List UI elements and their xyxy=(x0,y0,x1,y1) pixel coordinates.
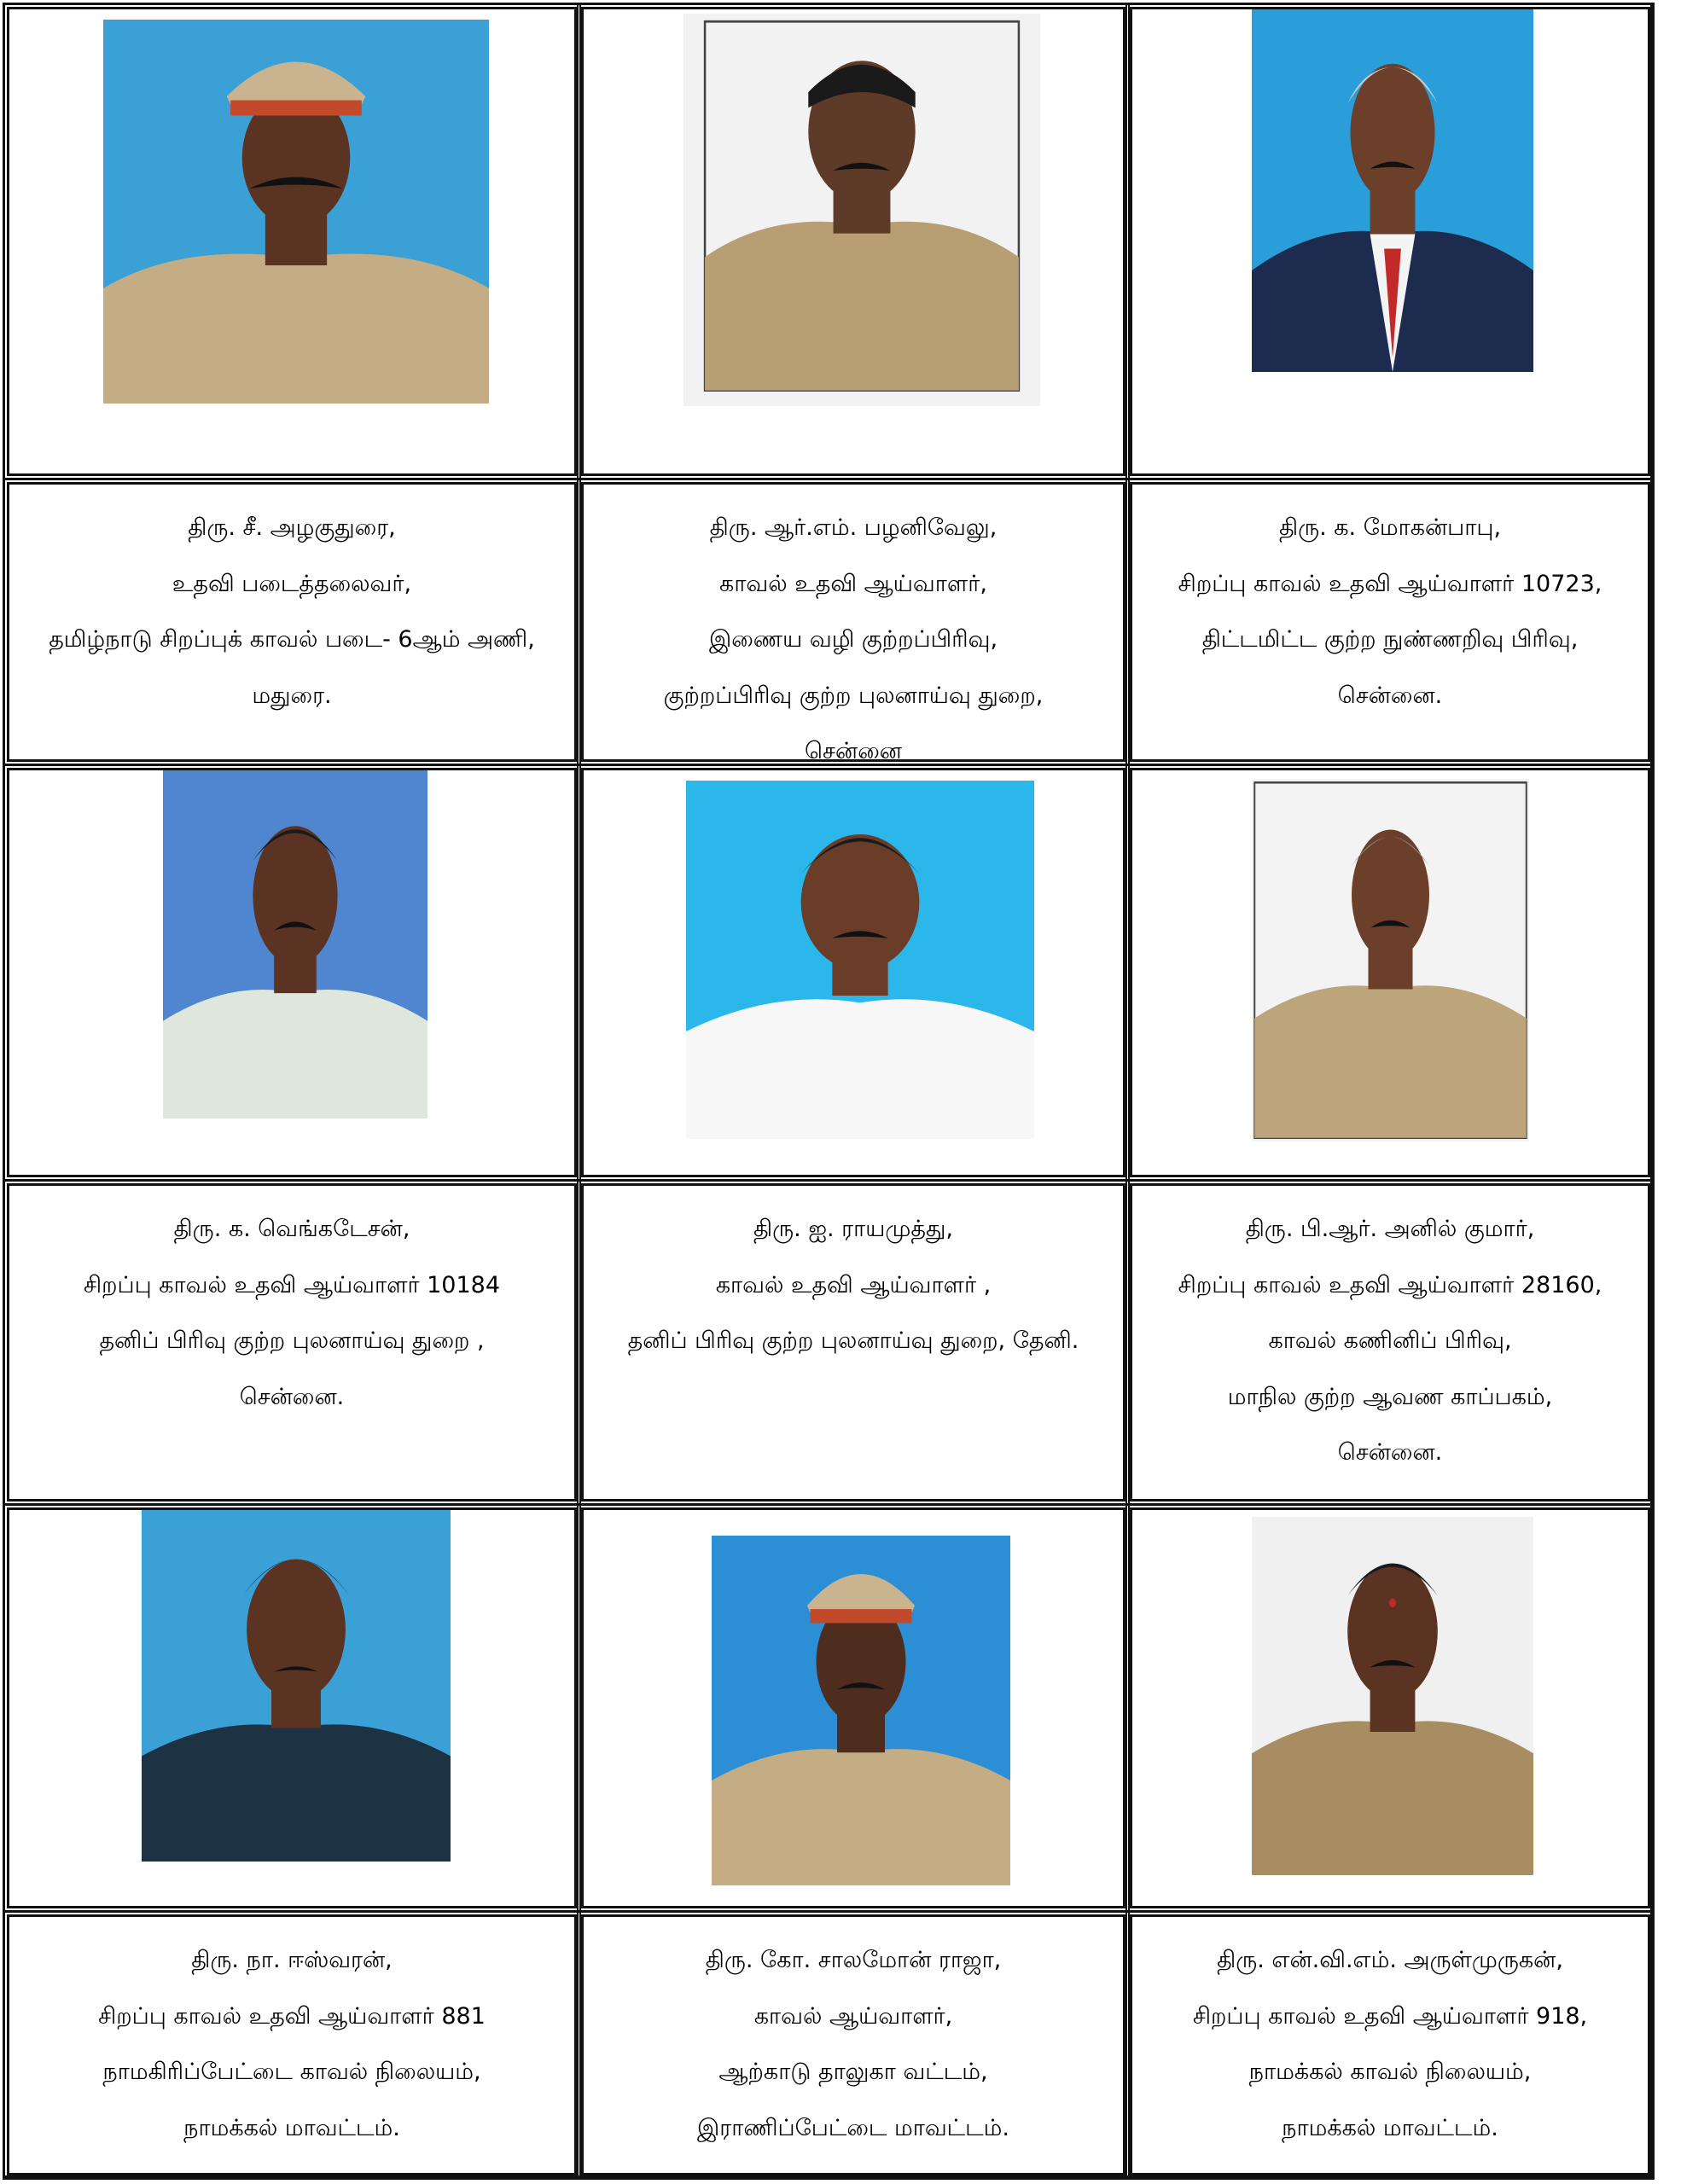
officer-rank: காவல் ஆய்வாளர், xyxy=(753,2002,953,2030)
caption-cell-7 xyxy=(7,1914,577,2175)
officer-unit: தமிழ்நாடு சிறப்புக் காவல் படை- 6ஆம் அணி, xyxy=(49,626,535,653)
officer-photo-4 xyxy=(163,770,428,1118)
officer-photo-8 xyxy=(712,1536,1010,1885)
officer-photo-6 xyxy=(1252,779,1529,1141)
officer-rank: சிறப்பு காவல் உதவி ஆய்வாளர் 10723, xyxy=(1178,570,1602,597)
officer-city: சென்னை xyxy=(805,738,902,764)
photo-cell-6 xyxy=(1130,768,1650,1177)
officer-unit: இணைய வழி குற்றப்பிரிவு, xyxy=(708,626,998,653)
officer-name: திரு. சீ. அழகுதுரை, xyxy=(188,514,396,541)
officer-unit: காவல் கணினிப் பிரிவு, xyxy=(1268,1327,1512,1354)
officer-photo-5 xyxy=(686,781,1034,1139)
officer-photo-7 xyxy=(142,1510,451,1862)
officer-name: திரு. க. மோகன்பாபு, xyxy=(1278,514,1502,541)
photo-cell-5 xyxy=(581,768,1126,1177)
officer-photo-3 xyxy=(1252,9,1533,372)
officer-unit: தனிப் பிரிவு குற்ற புலனாய்வு துறை , xyxy=(99,1327,485,1354)
officer-rank: உதவி படைத்தலைவர், xyxy=(172,570,412,597)
officer-unit: திட்டமிட்ட குற்ற நுண்ணறிவு பிரிவு, xyxy=(1201,626,1579,653)
officer-rank: காவல் உதவி ஆய்வாளர், xyxy=(719,570,987,597)
officer-unit: ஆற்காடு தாலுகா வட்டம், xyxy=(718,2059,988,2085)
officer-district: நாமக்கல் மாவட்டம். xyxy=(183,2114,400,2141)
officer-name: திரு. கோ. சாலமோன் ராஜா, xyxy=(705,1947,1002,1973)
caption-cell-6 xyxy=(1130,1183,1650,1502)
officer-name: திரு. நா. ஈஸ்வரன், xyxy=(191,1947,393,1973)
photo-cell-1 xyxy=(7,7,577,476)
officer-city: சென்னை. xyxy=(239,1383,345,1410)
officer-district: இராணிப்பேட்டை மாவட்டம். xyxy=(697,2114,1009,2141)
officer-unit: நாமக்கல் காவல் நிலையம், xyxy=(1248,2059,1532,2085)
caption-cell-3 xyxy=(1130,482,1650,762)
officer-rank: சிறப்பு காவல் உதவி ஆய்வாளர் 28160, xyxy=(1178,1271,1602,1298)
officer-name: திரு. ஆர்.எம். பழனிவேலு, xyxy=(709,514,998,541)
officer-photo-2 xyxy=(683,14,1040,406)
officer-district: நாமக்கல் மாவட்டம். xyxy=(1282,2114,1498,2141)
officer-rank: சிறப்பு காவல் உதவி ஆய்வாளர் 918, xyxy=(1192,2002,1588,2030)
officer-name: திரு. என்.வி.எம். அருள்முருகன், xyxy=(1217,1947,1563,1973)
caption-cell-5 xyxy=(581,1183,1126,1502)
officer-name: திரு. பி.ஆர். அனில் குமார், xyxy=(1245,1216,1535,1242)
officer-department: மாநில குற்ற ஆவண காப்பகம், xyxy=(1227,1383,1553,1410)
photo-cell-9 xyxy=(1130,1507,1650,1908)
officer-name: திரு. க. வெங்கடேசன், xyxy=(173,1216,410,1242)
officer-unit: தனிப் பிரிவு குற்ற புலனாய்வு துறை, தேனி. xyxy=(627,1327,1079,1354)
officer-unit: நாமகிரிப்பேட்டை காவல் நிலையம், xyxy=(102,2059,481,2085)
officer-city: சென்னை. xyxy=(1337,682,1443,709)
officer-rank: சிறப்பு காவல் உதவி ஆய்வாளர் 10184 xyxy=(83,1271,501,1298)
officer-rank: சிறப்பு காவல் உதவி ஆய்வாளர் 881 xyxy=(98,2002,486,2030)
officer-name: திரு. ஐ. ராயமுத்து, xyxy=(753,1216,953,1242)
photo-cell-7 xyxy=(7,1507,577,1908)
officer-department: குற்றப்பிரிவு குற்ற புலனாய்வு துறை, xyxy=(663,682,1044,709)
caption-cell-1 xyxy=(7,482,577,762)
caption-cell-9 xyxy=(1130,1914,1650,2175)
photo-cell-4 xyxy=(7,768,577,1177)
officer-rank: காவல் உதவி ஆய்வாளர் , xyxy=(715,1271,992,1298)
caption-cell-8 xyxy=(581,1914,1126,2175)
officer-city: மதுரை. xyxy=(252,682,332,709)
officer-photo-9 xyxy=(1252,1517,1533,1875)
officer-city: சென்னை. xyxy=(1337,1439,1443,1466)
caption-cell-4 xyxy=(7,1183,577,1502)
officer-photo-1 xyxy=(103,20,489,404)
photo-cell-8 xyxy=(581,1507,1126,1908)
photo-cell-3 xyxy=(1130,7,1650,476)
photo-cell-2 xyxy=(581,7,1126,476)
caption-cell-2 xyxy=(581,482,1126,762)
